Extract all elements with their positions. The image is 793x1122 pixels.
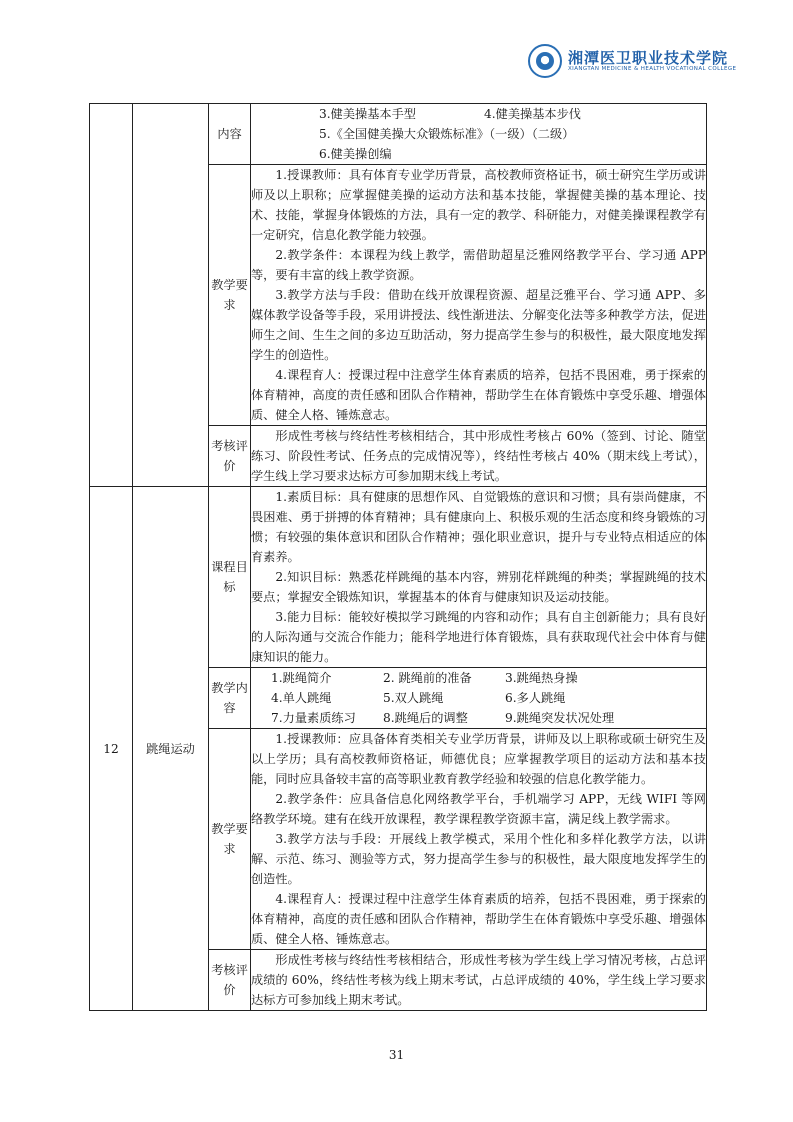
goal-cell: [251, 487, 707, 668]
content-cell: [251, 668, 707, 729]
list-item: 7.力量素质练习: [271, 711, 356, 725]
paragraph: 2.知识目标：熟悉花样跳绳的基本内容，辨别花样跳绳的种类；掌握跳绳的技术要点；掌握安全锻炼知识，掌握基本的体育与健康知识及运动技能。: [251, 570, 706, 604]
page-number: 31: [388, 1048, 405, 1062]
paragraph: 4.课程育人：授课过程中注意学生体育素质的培养，包括不畏困难，勇于探索的体育精神，高度的责任感和团队合作精神，帮助学生在体育锻炼中享受乐趣、增强体质、健全人格、锤炼意志。: [251, 892, 706, 946]
list-item: 6.健美操创编: [319, 147, 392, 161]
evaluation-label: 考核评价: [209, 426, 251, 487]
list-item: 5.《全国健美操大众锻炼标准》（一级）（二级）: [319, 127, 575, 141]
list-item: 3.健美操基本手型: [319, 107, 416, 121]
requirements-cell: [251, 729, 707, 950]
course-number: 12: [90, 487, 133, 1011]
table-row: [90, 487, 707, 668]
table-row: [90, 104, 707, 165]
list-item: 4.单人跳绳: [271, 691, 332, 705]
list-item: 9.跳绳突发状况处理: [505, 711, 615, 725]
paragraph: 3.能力目标：能较好模拟学习跳绳的内容和动作；具有自主创新能力；具有良好的人际沟通与交流合作能力；能科学地进行体育锻炼，具有获取现代社会中体育与健康知识的能力。: [251, 610, 706, 664]
evaluation-cell: [251, 950, 707, 1011]
list-item: 4.健美操基本步伐: [484, 107, 581, 121]
paragraph: 1.授课教师：具有体育专业学历背景，高校教师资格证书，硕士研究生学历或讲师及以上职称；应掌握健美操的运动方法和基本技能，掌握健美操的基本理论、技术、技能，掌握身体锻炼的方法，具有一定的教学、科研能力，对健美操课程教学有一定研究，信息化教学能力较强。: [251, 168, 706, 242]
list-item: 8.跳绳后的调整: [383, 711, 468, 725]
school-logo: [528, 44, 758, 80]
requirements-cell: [251, 165, 707, 426]
evaluation-cell: [251, 426, 707, 487]
content-label: 内容: [209, 104, 251, 165]
paragraph: 形成性考核与终结性考核相结合，形成性考核为学生线上学习情况考核，占总评成绩的 60%，终结性考核为线上期末考试，占总评成绩的 40%，学生线上学习要求达标方可参加线上期末考试。: [251, 953, 706, 1007]
prev-number-cell: [90, 104, 133, 487]
goal-label: 课程目标: [209, 487, 251, 668]
school-name-en: XIANGTAN MEDICINE & HEALTH VOCATIONAL COLLEGE: [568, 66, 737, 72]
list-item: 2. 跳绳前的准备: [383, 671, 472, 685]
paragraph: 2.教学条件：本课程为线上教学，需借助超星泛雅网络教学平台、学习通 APP 等，要有丰富的线上教学资源。: [251, 248, 706, 282]
paragraph: 4.课程育人：授课过程中注意学生体育素质的培养，包括不畏困难，勇于探索的体育精神，高度的责任感和团队合作精神，帮助学生在体育锻炼中享受乐趣、增强体质、健全人格、锤炼意志。: [251, 368, 706, 422]
evaluation-label: 考核评价: [209, 950, 251, 1011]
paragraph: 3.教学方法与手段：借助在线开放课程资源、超星泛雅平台、学习通 APP、多媒体教学设备等手段，采用讲授法、线性渐进法、分解变化法等多种教学方法，促进师生之间、生生之间的多边互助活动，努力提高学生参与的积极性，最大限度地发挥学生的创造性。: [251, 288, 706, 362]
prev-course-cell: [133, 104, 209, 487]
list-item: 5.双人跳绳: [383, 691, 444, 705]
content-label: 教学内容: [209, 668, 251, 729]
paragraph: 形成性考核与终结性考核相结合，其中形成性考核占 60%（签到、讨论、随堂练习、阶段性考试、任务点的完成情况等），终结性考核占 40%（期末线上考试），学生线上学习要求达标方可参加期末线上考试。: [251, 429, 706, 483]
list-item: 3.跳绳热身操: [505, 671, 578, 685]
paragraph: 2.教学条件：应具备信息化网络教学平台，手机端学习 APP，无线 WIFI 等网络教学环境。建有在线开放课程，教学课程教学资源丰富，满足线上教学需求。: [251, 792, 706, 826]
requirements-label: 教学要求: [209, 729, 251, 950]
course-table: [89, 103, 707, 1011]
school-emblem-icon: [528, 44, 562, 78]
content-cell: [251, 104, 707, 165]
course-name: 跳绳运动: [133, 487, 209, 1011]
list-item: 1.跳绳简介: [271, 671, 332, 685]
paragraph: 1.素质目标：具有健康的思想作风、自觉锻炼的意识和习惯；具有崇尚健康，不畏困难、勇于拼搏的体育精神；具有健康向上、积极乐观的生活态度和终身锻炼的习惯；有较强的集体意识和团队合作精神；强化职业意识，提升与专业特点相适应的体育素养。: [251, 490, 706, 564]
list-item: 6.多人跳绳: [505, 691, 566, 705]
requirements-label: 教学要求: [209, 165, 251, 426]
paragraph: 3.教学方法与手段：开展线上教学模式，采用个性化和多样化教学方法，以讲解、示范、练习、测验等方式，努力提高学生参与的积极性，最大限度地发挥学生的创造性。: [251, 832, 706, 886]
paragraph: 1.授课教师：应具备体育类相关专业学历背景，讲师及以上职称或硕士研究生及以上学历；具有高校教师资格证，师德优良；应掌握教学项目的运动方法和基本技能，同时应具备较丰富的高等职业教育教学经验和较强的信息化教学能力。: [251, 732, 706, 786]
school-name: 湘潭医卫职业技术学院: [568, 49, 729, 67]
